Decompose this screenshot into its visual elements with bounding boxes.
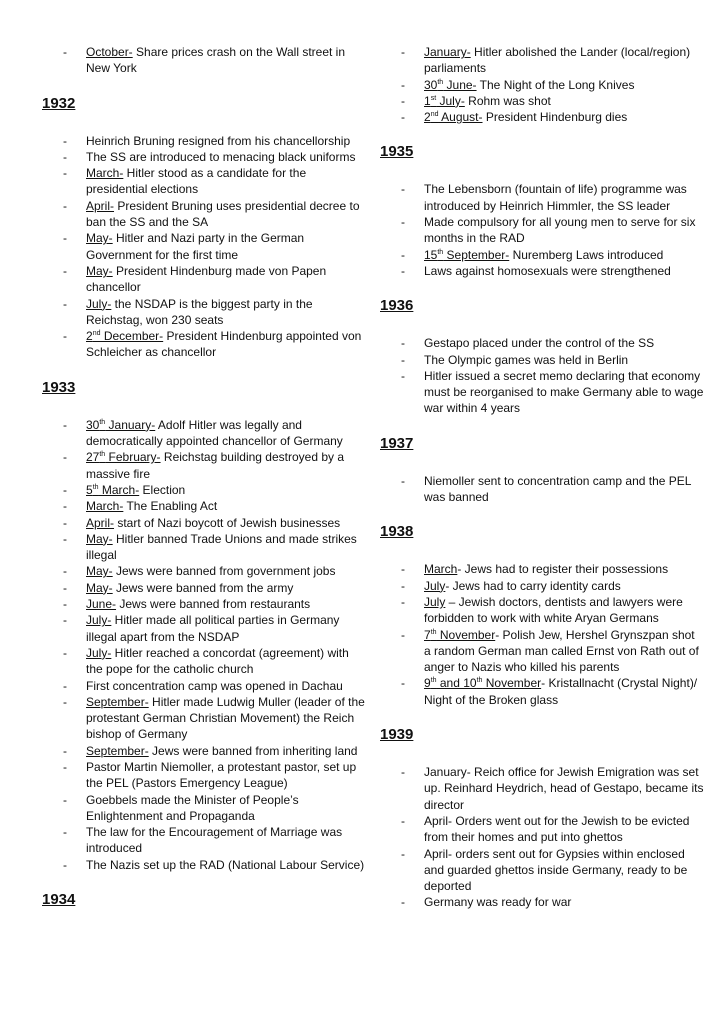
event-date: 1st July-: [424, 93, 465, 108]
event-date: April-: [86, 198, 115, 213]
event-date: May-: [86, 263, 113, 278]
timeline-item: [382, 93, 704, 109]
timeline-item: [44, 198, 366, 231]
event-date: May-: [86, 564, 113, 579]
event-text: Hitler reached a concordat (agreement) with the pope for the catholic church: [86, 645, 349, 677]
event-date: June-: [86, 597, 117, 612]
event-text: President Bruning uses presidential decree to ban the SS and the SA: [86, 198, 360, 230]
timeline-item: [382, 578, 704, 594]
timeline-item: [44, 165, 366, 198]
event-text: The law for the Encouragement of Marriage was introduced: [86, 825, 343, 856]
timeline-item: [44, 149, 366, 165]
event-text: - Polish Jew, Hershel Grynszpan shot a random German man called Ernst von Rath out of anger to Nazis who killed his parents: [424, 627, 699, 675]
event-text: Reichstag building destroyed by a massive fire: [86, 450, 345, 481]
event-list: [44, 44, 366, 77]
timeline-item: [382, 675, 704, 708]
timeline-item: [44, 824, 366, 857]
event-text: The Nazis set up the RAD (National Labour Service): [86, 857, 365, 872]
timeline-item: [44, 645, 366, 678]
event-text: President Hindenburg appointed von Schleicher as chancellor: [86, 329, 362, 360]
event-text: January- Reich office for Jewish Emigration was set up. Reinhard Heydrich, head of Gestapo, became its director: [424, 765, 704, 812]
timeline-item: [44, 694, 366, 743]
event-text: Jews were banned from government jobs: [112, 564, 336, 579]
timeline-item: [382, 247, 704, 263]
event-list: [382, 44, 704, 125]
year-heading-1933: 1933: [42, 378, 76, 396]
event-date: 30th January-: [86, 417, 156, 432]
event-text: Germany was ready for war: [424, 895, 572, 910]
event-date: 9th and 10th November: [424, 676, 542, 691]
event-text: Jews were banned from inheriting land: [148, 743, 358, 758]
year-heading-1936: 1936: [380, 297, 414, 315]
timeline-item: [382, 561, 704, 577]
event-date: 7th November: [424, 627, 496, 642]
timeline-item: [382, 77, 704, 93]
event-text: – Jewish doctors, dentists and lawyers were forbidden to work with white Aryan Germans: [424, 594, 683, 626]
event-date: July-: [86, 613, 112, 628]
timeline-item: [382, 214, 704, 247]
event-date: July-: [86, 296, 112, 311]
left-column: [44, 44, 366, 929]
timeline-item: [44, 482, 366, 498]
event-text: First concentration camp was opened in Dachau: [86, 678, 343, 693]
event-text: The SS are introduced to menacing black uniforms: [86, 149, 356, 164]
timeline-item: [382, 368, 704, 417]
timeline-item: [382, 263, 704, 279]
event-text: Jews were banned from restaurants: [116, 597, 311, 612]
event-date: September-: [86, 743, 149, 758]
timeline-item: [382, 764, 704, 813]
event-text: The Night of the Long Knives: [476, 77, 635, 92]
event-text: Laws against homosexuals were strengthened: [424, 263, 671, 278]
event-text: Hitler banned Trade Unions and made strikes illegal: [86, 531, 357, 563]
event-list: [382, 181, 704, 279]
event-text: The Lebensborn (fountain of life) programme was introduced by Heinrich Himmler, the SS leader: [424, 182, 687, 213]
year-heading-1937: 1937: [380, 434, 414, 452]
event-text: - Kristallnacht (Crystal Night)/ Night of the Broken glass: [424, 676, 698, 707]
timeline-item: [44, 263, 366, 296]
timeline-item: [382, 181, 704, 214]
timeline-item: [44, 44, 366, 77]
event-text: Gestapo placed under the control of the SS: [424, 336, 655, 351]
event-text: start of Nazi boycott of Jewish businesses: [114, 515, 341, 530]
event-list: [44, 417, 366, 873]
timeline-item: [44, 612, 366, 645]
event-list: [44, 133, 366, 361]
timeline-item: [44, 678, 366, 694]
event-text: Rohm was shot: [464, 93, 551, 108]
timeline-item: [44, 449, 366, 482]
event-date: July: [424, 594, 446, 609]
right-column: [382, 44, 704, 911]
timeline-item: [382, 109, 704, 125]
timeline-item: [44, 857, 366, 873]
event-date: April-: [86, 515, 115, 530]
event-text: President Hindenburg made von Papen chancellor: [86, 263, 327, 295]
timeline-item: [382, 894, 704, 910]
timeline-item: [382, 352, 704, 368]
event-list: [382, 764, 704, 911]
timeline-item: [44, 498, 366, 514]
event-text: Jews were banned from the army: [112, 580, 294, 595]
event-date: January-: [424, 45, 471, 59]
event-text: Hitler made all political parties in Germany illegal apart from the NSDAP: [86, 613, 340, 644]
timeline-item: [44, 230, 366, 263]
event-date: March-: [86, 166, 124, 181]
event-date: October-: [86, 45, 133, 59]
event-text: Pastor Martin Niemoller, a protestant pastor, set up the PEL (Pastors Emergency League): [86, 759, 357, 791]
event-text: Hitler stood as a candidate for the presidential elections: [86, 166, 307, 197]
event-list: [382, 561, 704, 708]
event-date: May-: [86, 580, 113, 595]
event-text: Hitler made Ludwig Muller (leader of the protestant German Christian Movement) the Reich bishop of Germany: [86, 694, 365, 742]
timeline-item: [44, 296, 366, 329]
timeline-item: [382, 473, 704, 506]
timeline-item: [44, 563, 366, 579]
event-text: Adolf Hitler was legally and democratically appointed chancellor of Germany: [86, 417, 343, 449]
event-text: the NSDAP is the biggest party in the Reichstag, won 230 seats: [86, 296, 313, 327]
event-date: 5th March-: [86, 482, 140, 497]
event-text: Niemoller sent to concentration camp and the PEL was banned: [424, 473, 692, 505]
year-heading-1938: 1938: [380, 523, 414, 541]
timeline-item: [44, 759, 366, 792]
timeline-item: [382, 846, 704, 895]
event-text: April- Orders went out for the Jewish to be evicted from their homes and put into ghettos: [424, 813, 690, 845]
timeline-item: [44, 596, 366, 612]
event-date: 2nd December-: [86, 329, 164, 344]
event-list: [382, 335, 704, 416]
event-text: The Olympic games was held in Berlin: [424, 352, 629, 367]
event-text: Election: [139, 482, 186, 497]
event-date: 30th June-: [424, 77, 477, 92]
event-date: July: [424, 578, 446, 593]
timeline-item: [382, 44, 704, 77]
event-date: May-: [86, 531, 113, 546]
event-text: Share prices crash on the Wall street in New York: [86, 45, 346, 76]
event-date: 2nd August-: [424, 110, 483, 125]
event-date: September-: [86, 694, 149, 709]
timeline-item: [44, 417, 366, 450]
timeline-item: [44, 515, 366, 531]
event-text: Goebbels made the Minister of People’s Enlightenment and Propaganda: [86, 792, 299, 823]
timeline-item: [44, 743, 366, 759]
timeline-item: [44, 133, 366, 149]
timeline-item: [44, 792, 366, 825]
year-heading-1932: 1932: [42, 94, 76, 112]
event-text: April- orders sent out for Gypsies within enclosed and guarded ghettos inside Germany, ready to be deported: [424, 846, 688, 894]
event-text: Hitler issued a secret memo declaring that economy must be reorganised to make Germany able to wage war within 4 years: [424, 368, 704, 416]
event-text: Hitler and Nazi party in the German Government for the first time: [86, 231, 305, 262]
event-text: President Hindenburg dies: [482, 110, 628, 125]
event-text: - Jews had to carry identity cards: [445, 578, 621, 593]
timeline-item: [382, 627, 704, 676]
event-date: July-: [86, 645, 112, 660]
event-date: May-: [86, 231, 113, 246]
timeline-item: [382, 813, 704, 846]
year-heading-1935: 1935: [380, 143, 414, 161]
timeline-item: [44, 531, 366, 564]
timeline-item: [44, 328, 366, 361]
event-text: Hitler abolished the Lander (local/region) parliaments: [424, 45, 691, 76]
event-date: March-: [86, 499, 124, 514]
timeline-item: [382, 335, 704, 351]
year-heading-1939: 1939: [380, 726, 414, 744]
event-list: [382, 473, 704, 506]
event-text: Heinrich Bruning resigned from his chancellorship: [86, 133, 351, 148]
event-text: Made compulsory for all young men to serve for six months in the RAD: [424, 215, 696, 246]
timeline-item: [44, 580, 366, 596]
year-heading-1934: 1934: [42, 891, 76, 909]
event-text: - Jews had to register their possessions: [457, 562, 669, 577]
event-date: 15th September-: [424, 247, 510, 262]
event-date: March: [424, 562, 458, 577]
timeline-item: [382, 594, 704, 627]
event-text: Nuremberg Laws introduced: [509, 247, 664, 262]
event-date: 27th February-: [86, 450, 161, 465]
event-text: The Enabling Act: [123, 499, 218, 514]
